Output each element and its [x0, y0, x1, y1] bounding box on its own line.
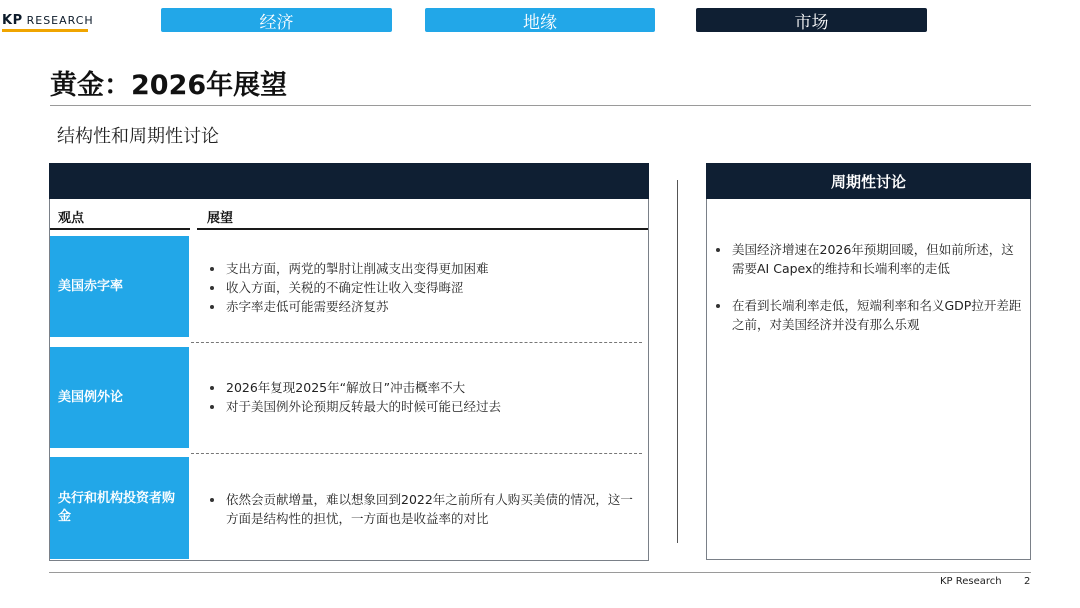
- footer-divider: [49, 572, 1031, 573]
- column-rule: [197, 228, 648, 230]
- logo: [2, 9, 92, 32]
- row-content-us-deficit: [202, 259, 642, 316]
- left-panel-header: [49, 163, 649, 199]
- tab-markets[interactable]: 市场: [696, 8, 927, 32]
- footer-brand: KP Research: [940, 576, 1002, 587]
- page-subtitle: 结构性和周期性讨论: [57, 126, 219, 147]
- row-separator: [191, 342, 642, 343]
- bullet-item: 在看到长端利率走低，短端利率和名义GDP拉开差距之前，对美国经济并没有那么乐观: [732, 296, 1026, 334]
- bullet-item: 对于美国例外论预期反转最大的时候可能已经过去: [226, 397, 642, 416]
- column-header-outlook: 展望: [207, 211, 234, 226]
- logo-underline: [2, 29, 88, 32]
- column-rule: [50, 228, 190, 230]
- tab-geopolitics[interactable]: 地缘: [425, 8, 655, 32]
- row-label-us-deficit: 美国赤字率: [50, 236, 189, 337]
- right-panel-header: 周期性讨论: [706, 163, 1031, 199]
- column-header-viewpoint: 观点: [58, 211, 85, 226]
- row-content-us-exceptionalism: [202, 378, 642, 416]
- right-panel-list: [708, 240, 1026, 352]
- row-separator: [191, 453, 642, 454]
- row-label-us-exceptionalism: 美国例外论: [50, 347, 189, 448]
- panel-divider: [677, 180, 678, 543]
- bullet-item: 美国经济增速在2026年预期回暖，但如前所述，这需要AI Capex的维持和长端利率的走低: [732, 240, 1026, 278]
- bullet-item: 收入方面，关税的不确定性让收入变得晦涩: [226, 278, 642, 297]
- bullet-item: 2026年复现2025年“解放日”冲击概率不大: [226, 378, 642, 397]
- bullet-item: 赤字率走低可能需要经济复苏: [226, 297, 642, 316]
- logo-research: RESEARCH: [26, 14, 94, 27]
- page-title: 黄金：2026年展望: [50, 70, 288, 101]
- bullet-item: 依然会贡献增量，难以想象回到2022年之前所有人购买美债的情况，这一方面是结构性的担忧，一方面也是收益率的对比: [226, 490, 642, 528]
- tab-economy[interactable]: 经济: [161, 8, 392, 32]
- row-label-central-bank-gold: 央行和机构投资者购金: [50, 457, 189, 559]
- left-panel-border-bottom: [49, 560, 649, 561]
- bullet-item: 支出方面，两党的掣肘让削减支出变得更加困难: [226, 259, 642, 278]
- logo-kp: KP: [2, 13, 23, 28]
- row-content-central-bank-gold: [202, 490, 642, 528]
- left-panel-border-right: [648, 199, 649, 561]
- page-number: 2: [1024, 576, 1031, 587]
- title-divider: [50, 105, 1031, 106]
